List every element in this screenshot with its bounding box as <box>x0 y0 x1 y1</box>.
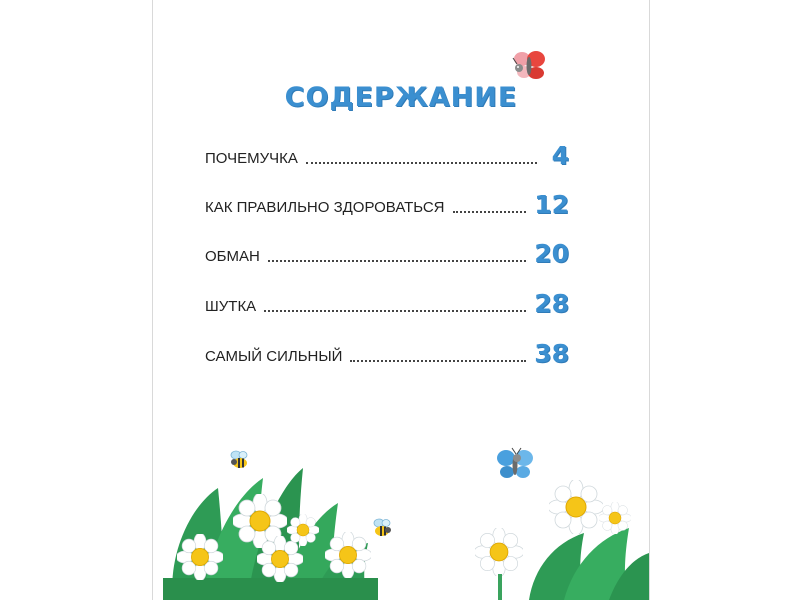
toc-entry[interactable] <box>205 238 569 268</box>
daisy-icon <box>599 502 631 534</box>
daisy-icon <box>287 514 319 546</box>
toc-leader-dots <box>306 162 537 164</box>
toc-entry[interactable] <box>205 338 569 368</box>
toc-entry-label: ПОЧЕМУЧКА <box>205 150 298 167</box>
daisy-icon <box>549 480 603 534</box>
daisy-icon <box>475 528 523 576</box>
book-page <box>152 0 650 600</box>
toc-leader-dots <box>268 260 526 262</box>
butterfly-blue-icon <box>495 446 535 482</box>
toc-leader-dots <box>453 211 527 213</box>
daisy-icon <box>325 532 371 578</box>
toc-entry[interactable] <box>205 288 569 318</box>
toc-entry-page: 12 <box>534 190 569 219</box>
toc-entry[interactable] <box>205 140 569 170</box>
toc-leader-dots <box>264 310 526 312</box>
grass-bush-icon <box>529 528 649 600</box>
daisy-stem <box>496 574 504 600</box>
toc-title: СОДЕРЖАНИЕ <box>284 82 518 113</box>
toc-entry[interactable] <box>205 189 569 219</box>
toc-entry-page: 38 <box>534 339 569 368</box>
toc-entry-page: 28 <box>534 289 569 318</box>
toc-leader-dots <box>350 360 526 362</box>
toc-entry-label: САМЫЙ СИЛЬНЫЙ <box>205 348 343 365</box>
toc-entry-label: ОБМАН <box>205 248 260 265</box>
daisy-icon <box>177 534 223 580</box>
butterfly-red-icon <box>509 48 549 84</box>
toc-entry-page: 4 <box>551 141 569 170</box>
toc-entry-label: ШУТКА <box>205 298 257 315</box>
toc-entry-page: 20 <box>534 239 569 268</box>
toc-entry-label: КАК ПРАВИЛЬНО ЗДОРОВАТЬСЯ <box>205 199 445 216</box>
